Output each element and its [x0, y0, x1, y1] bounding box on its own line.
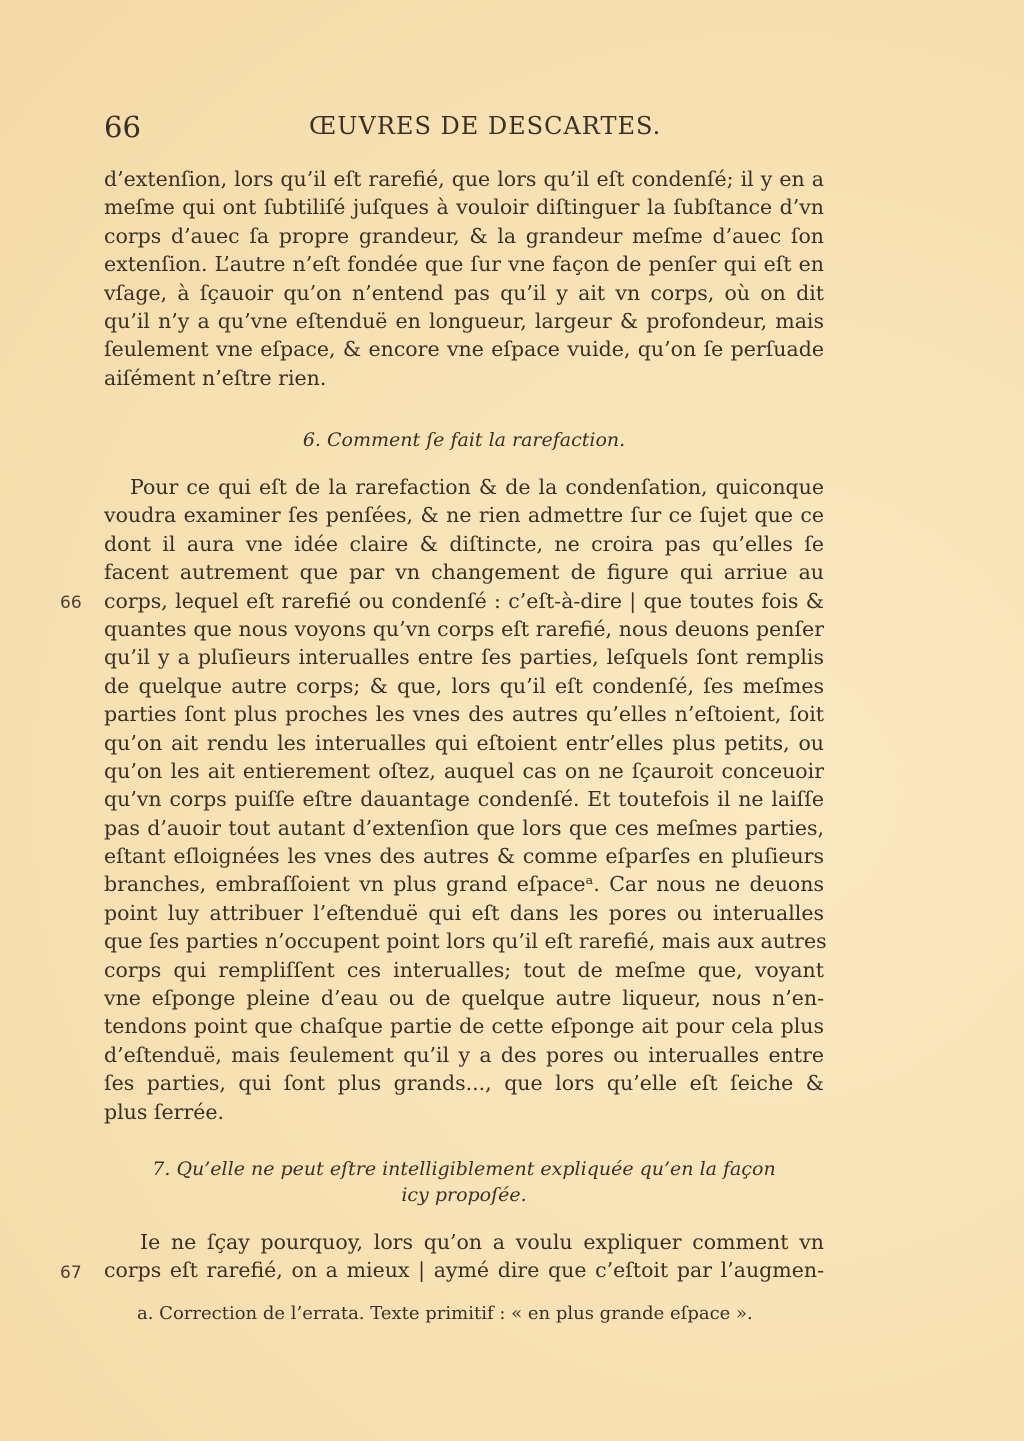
text-line: d’eſtenduë, mais ſeulement qu’il y a des pores ou interualles entre — [104, 1042, 824, 1067]
text-line: eſtant eſloignées les vnes des autres & comme eſparſes en pluſieurs — [104, 844, 824, 869]
text-line: d’extenſion, lors qu’il eſt rarefié, que lors qu’il eſt condenſé; il y en a — [104, 167, 824, 191]
text-line: corps d’auec ſa propre grandeur, & la grandeur meſme d’auec ſon — [104, 223, 824, 248]
text-line: dont il aura vne idée claire & diſtincte, ne croira pas qu’elles ſe — [104, 531, 824, 556]
text-line: meſme qui ont ſubtiliſé juſques à vouloir diſtinguer la ſubſtance d’vn — [104, 195, 824, 220]
page-number: 66 — [104, 110, 141, 144]
text-line: Pour ce qui eſt de la rarefaction & de la condenſation, quiconque — [130, 475, 824, 499]
text-line: quantes que nous voyons qu’vn corps eſt rarefié, nous deuons penſer — [104, 616, 824, 641]
text-line: vſage, à ſçauoir qu’on n’entend pas qu’il y ait vn corps, où on dit — [104, 280, 824, 305]
text-line: corps eſt rarefié, on a mieux | aymé dire que c’eſtoit par l’augmen- — [104, 1258, 824, 1283]
heading-line: icy propoſée. — [401, 1184, 527, 1206]
section-heading-6: 6. Comment ſe fait la rarefaction. — [302, 429, 626, 451]
text-line: parties ſont plus proches les vnes des autres qu’elles n’eſtoient, ſoit — [104, 702, 824, 727]
text-line: facent autrement que par vn changement de figure qui arriue au — [104, 560, 824, 585]
paragraph-3 — [104, 1228, 824, 1285]
text-line: corps, lequel eſt rarefié ou condenſé : c’eſt-à-dire | que toutes fois & — [104, 588, 824, 613]
paragraph-2 — [104, 473, 827, 1126]
text-line: extenſion. L’autre n’eſt fondée que ſur vne façon de penſer qui eſt en — [104, 252, 824, 277]
text-line: point luy attribuer l’eſtenduë qui eſt dans les pores ou interualles — [104, 900, 824, 925]
text-line: pas d’auoir tout autant d’extenſion que lors que ces meſmes parties, — [104, 815, 824, 840]
text-line: voudra examiner ſes penſées, & ne rien admettre ſur ce ſujet que ce — [104, 503, 824, 528]
text-line: qu’on les ait entierement oſtez, auquel cas on ne ſçauroit conceuoir — [104, 758, 824, 783]
text-line: qu’il y a pluſieurs interualles entre ſes parties, leſquels ſont remplis — [104, 645, 824, 670]
text-line: de quelque autre corps; & que, lors qu’il eſt condenſé, ſes meſmes — [104, 673, 824, 698]
text-line: corps qui rempliſſent ces interualles; tout de meſme que, voyant — [104, 957, 824, 982]
text-line: vne eſponge pleine d’eau ou de quelque autre liqueur, nous n’en- — [104, 986, 824, 1011]
text-line: qu’on ait rendu les interualles qui eſtoient entr’elles plus petits, ou — [104, 730, 824, 755]
text-line: branches, embraſſoient vn plus grand eſpaceᵃ. Car nous ne deuons — [104, 872, 824, 897]
heading-line: 7. Qu’elle ne peut eſtre intelligiblement expliquée qu’en la façon — [152, 1158, 776, 1180]
text-line: qu’il n’y a qu’vne eſtenduë en longueur, largeur & profondeur, mais — [104, 308, 824, 333]
text-line: que ſes parties n’occupent point lors qu’il eſt rarefié, mais aux autres — [104, 929, 827, 954]
text-line: tendons point que chaſque partie de cette eſponge ait pour cela plus — [104, 1014, 824, 1039]
page-header — [104, 110, 824, 150]
text-line: Ie ne ſçay pourquoy, lors qu’on a voulu expliquer comment vn — [140, 1230, 824, 1254]
margin-page-ref: 67 — [60, 1263, 82, 1283]
text-line: aiſément n’eſtre rien. — [104, 365, 327, 390]
running-title: ŒUVRES DE DESCARTES. — [309, 112, 662, 140]
text-line: ſes parties, qui ſont plus grands..., que lors qu’elle eſt ſeiche & — [104, 1071, 824, 1096]
footnote: a. Correction de l’errata. Texte primitif : « en plus grande eſpace ». — [137, 1303, 753, 1324]
text-line: ſeulement vne eſpace, & encore vne eſpace vuide, qu’on ſe perſuade — [104, 337, 824, 362]
text-line: qu’vn corps puiſſe eſtre dauantage condenſé. Et toutefois il ne laiſſe — [104, 787, 824, 812]
margin-page-ref: 66 — [60, 593, 82, 613]
paragraph-1 — [104, 165, 824, 392]
section-heading-7 — [104, 1156, 824, 1208]
text-line: plus ſerrée. — [104, 1099, 225, 1124]
